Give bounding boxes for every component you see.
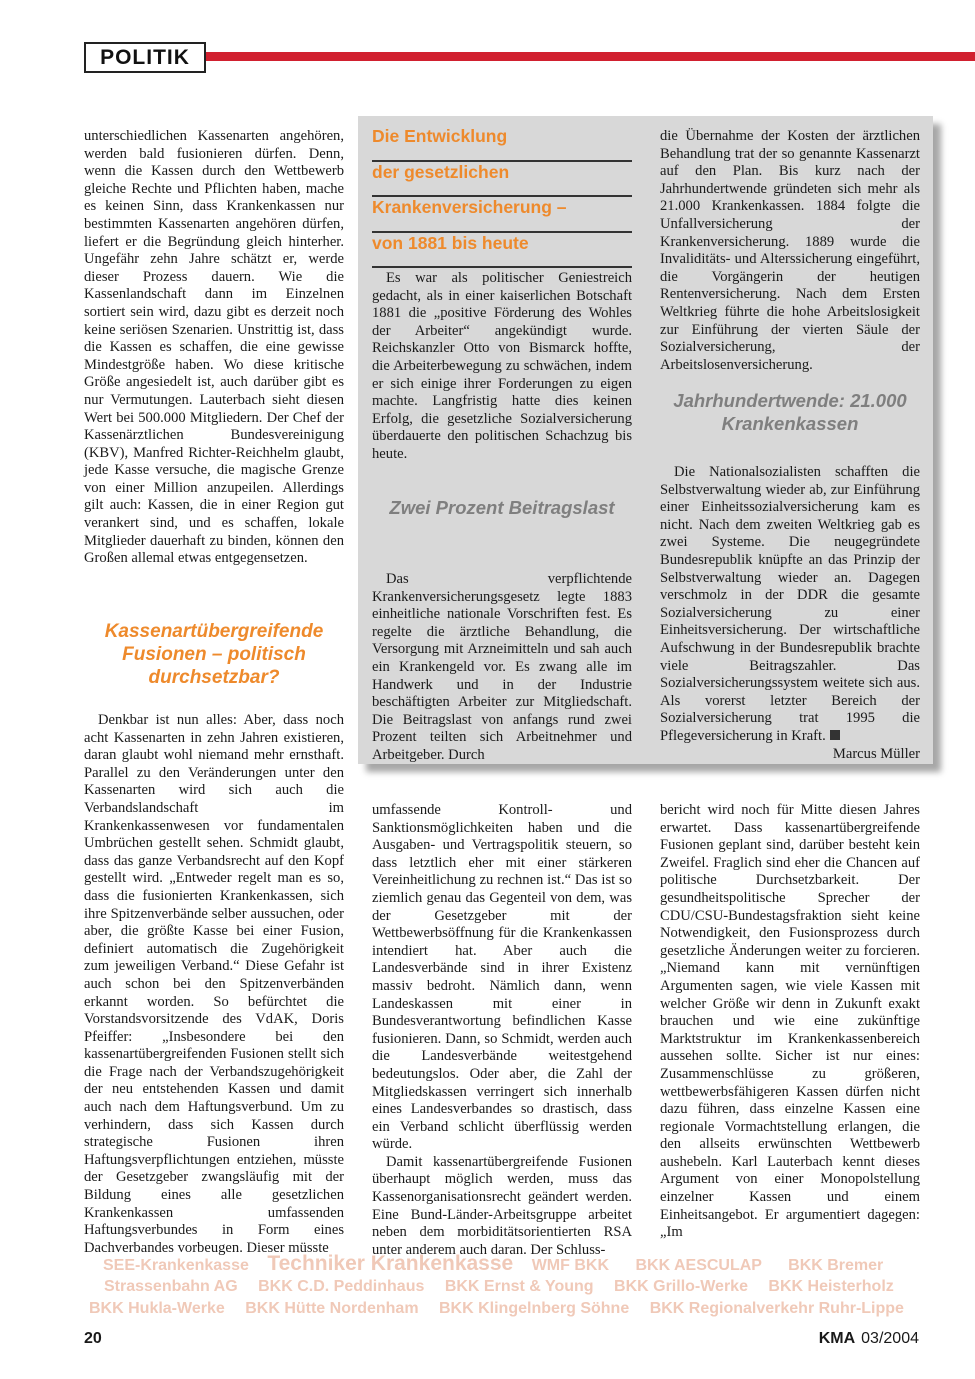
paragraph xyxy=(660,464,920,746)
column-2 xyxy=(372,802,632,1259)
paragraph: umfassende Kontroll- und Sanktionsmöglichkeiten haben und die Ausgaben- und Vertragspolitik steuern, so dass letztlich eher mit einer stärkeren Vereinheitlichung zu rechnen ist.“ Das ist so ziemlich genau das Gegenteil von dem, was der Gesetzgeber mit der Wettbewerbsöffnung für die Krankenkassen intendiert hat. Aber auch die Landesverbände sind in ihrer Existenz massiv bedroht. Nämlich dann, wenn Landeskassen mit einer in Bundesverantwortung befindlichen Kasse fusionieren. Dann, so Schmidt, werden auch die Landesverbände weitestgehend bedeutungslos. Oder aber, die Zahl der Mitgliedskassen verringert sich innerhalb eines Landesverbandes so drastisch, dass ein Verband schlicht überflüssig werden würde. xyxy=(372,802,632,1153)
paragraph: Damit kassenartübergreifende Fusionen überhaupt möglich werden, muss das Kassenorganisationsrecht geändert werden. Eine Bund-Länder-Arbeitsgruppe arbeitet neben dem morbiditätsorientierten RSA unter anderem auch daran. Der Schluss- xyxy=(372,1153,632,1258)
end-mark-icon xyxy=(830,730,840,740)
column-1-top xyxy=(84,128,344,568)
logo-row xyxy=(104,1278,894,1296)
logo: BKK Hütte Nordenham xyxy=(245,1300,419,1317)
logo: Strassenbahn AG xyxy=(104,1278,238,1295)
page-number: 20 xyxy=(84,1330,102,1347)
paragraph: Denkbar ist nun alles: Aber, dass noch acht Kassenarten in zehn Jahren existieren, daran glaubt wohl niemand mehr ernsthaft. Parallel zu den Veränderungen unter den Kassenarten wird sich auch die Verbandslandschaft im Krankenkassenwesen vor fundamentalen Umbrüchen gestellt sehen. Schmidt glaubt, dass das ganze Verbandsrecht auf den Kopf gestellt wird. „Entweder regelt man es so, dass die fusionierten Krankenkassen, sich ihre Spitzenverbände selber aussuchen, oder aber, die größte Kasse bei einer Fusion, definiert automatisch die Zugehörigkeit zum jeweiligen Verband.“ Diese Gefahr ist auch schon bei den Spitzenverbänden erkannt worden. So befürchtet die Vorstandsvorsitzende des VdAK, Doris Pfeiffer: „Insbesondere bei den kassenartübergreifenden Fusionen stellt sich die Frage nach der Verbandszugehörigkeit der neu entstehenden Kassen und damit auch nach dem Haftungsverbund. Um zu verhindern, dass sich Kassen durch strategische Fusionen ihren Haftungsverpflichtungen entziehen, müsste der Gesetzgeber zwangsläufig mit der Bildung eines alle gesetzlichen Krankenkassen umfassenden Haftungsverbundes in Form eines Dachverbandes vorbeugen. Dieser müsste xyxy=(84,712,344,1256)
header-rule xyxy=(205,52,975,61)
box-title-line: Die Entwicklung xyxy=(372,126,632,162)
subhead-text: Zwei Prozent Beitragslast xyxy=(389,497,615,518)
logo: WMF BKK xyxy=(531,1257,609,1274)
issue-number: 03/2004 xyxy=(861,1330,919,1347)
box-column-2-top xyxy=(660,128,920,374)
box-column-1-bottom xyxy=(372,571,632,765)
paragraph: unterschiedlichen Kassenarten angehören, werden bald fusionieren dürfen. Denn, wenn die Kassen durch den Wettbewerb gleiche Rechte und Pflichten haben, mache es keinen Sinn, dass Krankenkassen nur bestimmten Kassenarten angehören dürfen, liefert er die Begründung gleich hinterher. Ungefähr zehn Jahre schätzt er, werde dieser Prozess dauern. Wie die Kassenlandschaft dann im Einzelnen sortiert sein wird, dazu gibt es derzeit noch keine seriösen Szenarien. Unstrittig ist, dass die Kassen es schaffen, die eine gewisse Mindestgröße haben. Wo diese kritische Größe angesiedelt ist, auch darüber gibt es nur Vermutungen. Lauterbach sieht diesen Wert bei 500.000 Mitgliedern. Der Chef der Kassenärztlichen Bundesvereinigung (KBV), Manfred Richter-Reichhelm glaubt, jede Kasse versuche, die magische Grenze von einer Million anzupeilen. Allerdings gilt auch: Kassen, die in einer Region gut verankert sind, und es schaffen, lokale Mitglieder dauerhaft zu binden, können den Großen allemal etwas entgegensetzen. xyxy=(84,128,344,567)
box-title-line: von 1881 bis heute xyxy=(372,233,632,269)
subhead-text: Jahrhundertwende: 21.000 Krankenkassen xyxy=(673,390,907,434)
logo: BKK Ernst & Young xyxy=(444,1278,594,1295)
box-column-2-bottom xyxy=(660,464,920,763)
author: Marcus Müller xyxy=(832,745,920,762)
logo: SEE-Krankenkasse xyxy=(103,1257,249,1274)
logo-row xyxy=(103,1252,883,1276)
logo: BKK Bremer xyxy=(788,1257,884,1274)
paragraph: die Übernahme der Kosten der ärztlichen Behandlung trat der so genannte Kassenarzt auf den Plan. Bis kurz nach der Jahrhundertwende gründeten sich mehr als 21.000 Krankenkassen. 1884 folgte die Unfallversicherung der Krankenversicherung. 1889 wurde die Invaliditäts- und Alterssicherung eingeführt, die Vorgängerin der heutigen Rentenversicherung. Nach dem Ersten Weltkrieg führte die hohe Arbeitslosigkeit zur Einführung der vierten Säule der Sozialversicherung, der Arbeitslosenversicherung. xyxy=(660,128,920,373)
box-title xyxy=(372,126,632,268)
box-subhead-2 xyxy=(660,389,920,435)
column-1-bottom xyxy=(84,712,344,1257)
logo: BKK Hukla-Werke xyxy=(89,1300,225,1317)
box-title-line: Krankenversicherung – xyxy=(372,197,632,233)
box-title-line: der gesetzlichen xyxy=(372,162,632,198)
logo: BKK Grillo-Werke xyxy=(614,1278,748,1295)
logo: BKK Heisterholz xyxy=(768,1278,894,1295)
subhead-text: Kassenartübergreifende Fusionen – politisch durchsetzbar? xyxy=(104,621,324,688)
logo: BKK Regionalverkehr Ruhr-Lippe xyxy=(649,1300,904,1317)
logo: Techniker Krankenkasse xyxy=(267,1252,514,1275)
magazine-issue xyxy=(819,1330,919,1348)
box-column-1-top xyxy=(372,270,632,464)
paragraph: Das verpflichtende Krankenversicherungsgesetz legte 1883 einheitliche nationale Vorschriften fest. Es regelte die ärztliche Behandlung, die Versorgung mit Arzneimitteln und sah auch ein Krankengeld vor. Es zwang alle im Handwerk und in der Industrie beschäftigten Arbeiter zur Mitgliedschaft. Die Beitragslast von anfangs rund zwei Prozent teilten sich Arbeitnehmer und Arbeitgeber. Durch xyxy=(372,571,632,763)
logo: BKK C.D. Peddinhaus xyxy=(258,1278,425,1295)
logo: BKK Klingelnberg Söhne xyxy=(439,1300,630,1317)
section-label: POLITIK xyxy=(84,42,206,73)
subhead-fusionen xyxy=(84,620,344,689)
magazine-name: KMA xyxy=(818,1330,856,1347)
column-3 xyxy=(660,802,920,1242)
paragraph-text: Die Nationalsozialisten schafften die Selbstverwaltung wieder ab, zur Einführung einer Einheitssozialversicherung kam es nicht. Nach dem zweiten Weltkrieg gab es zwei Systeme. Die neugegründete Bundesrepublik knüpfte an das Prinzip der Selbstverwaltung wieder an. Dagegen verschmolz in der DDR die gesamte Sozialversicherung zu einer Einheitsversicherung. Der wirtschaftliche Aufschwung in der Bundesrepublik brachte viele Beitragszahler. Das Sozialversicherungssystem weitete sich aus. Als vorerst letzter Bereich der Sozialversicherung trat 1995 die Pflegeversicherung in Kraft. xyxy=(660,464,920,744)
paragraph: bericht wird noch für Mitte diesen Jahres erwartet. Dass kassenartübergreifende Fusionen geplant sind, darüber besteht kein Zweifel. Fraglich sind eher die Chancen auf politische Durchsetzbarkeit. Der gesundheitspolitische Sprecher der CDU/CSU-Bundestagsfraktion sieht keine Notwendigkeit, den Fusionsprozess durch gesetzliche Änderungen weiter zu forcieren. „Niemand kann mit vernünftigen Argumenten sagen, wie viele Kassen mit welcher Größe wir denn in Zukunft exakt brauchen und wie eine zukünftige Marktstruktur im Krankenkassenbereich aussehen sollte. Sicher ist nur eines: Zusammenschlüsse zu größeren, wettbewerbsfähigeren Kassen dürfen nicht dazu führen, dass einzelne Kassen eine regionale Vormachtstellung erlangen, die den allseits erwünschten Wettbewerb aushebeln. Karl Lauterbach kennt dieses Argument von einer Monopolstellung einzelner Kassen und einem Einheitsangebot. Er argumentiert dagegen: „Im xyxy=(660,802,920,1241)
logo: BKK AESCULAP xyxy=(635,1257,762,1274)
box-subhead-1 xyxy=(372,496,632,519)
logo-row xyxy=(89,1300,904,1318)
paragraph: Es war als politischer Geniestreich gedacht, als in einer kaiserlichen Botschaft 1881 die „positive Förderung des Wohles der Arbeiter“ angekündigt wurde. Reichskanzler Otto von Bismarck hoffte, die Arbeiterbewegung zu schwächen, indem er sich einige ihrer Forderungen zu eigen machte. Langfristig hatte dies keinen Erfolg, die gesetzliche Sozialversicherung überdauerte den politischen Schachzug bis heute. xyxy=(372,270,632,462)
